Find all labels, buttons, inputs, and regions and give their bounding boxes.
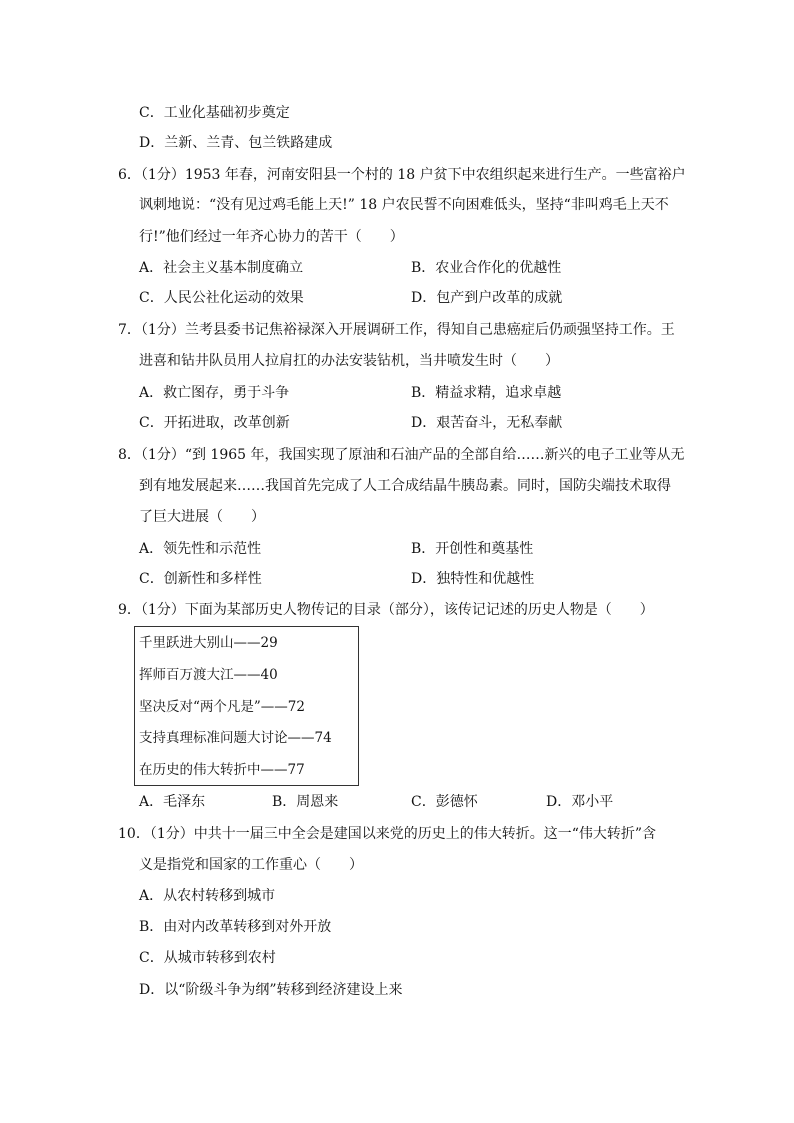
- q7-option-d: [411, 413, 562, 433]
- option-letter: B．: [411, 260, 436, 276]
- toc-entry: 在历史的伟大转折中——77: [139, 762, 305, 778]
- option-text: 农业合作化的优越性: [435, 260, 562, 276]
- q9-option-d: [546, 792, 613, 812]
- question-6-line-2: 讽刺地说：“没有见过鸡毛能上天!” 18 户农民誓不向困难低头，坚持“非叫鸡毛上天不: [139, 197, 669, 213]
- q7-option-b: [411, 383, 561, 403]
- q6-option-a: [139, 258, 303, 278]
- question-7-line-1: 7．（1分）兰考县委书记焦裕禄深入开展调研工作，得知自己患癌症后仍顽强坚持工作。王: [118, 322, 675, 338]
- option-text: 精益求精，追求卓越: [435, 385, 562, 401]
- option-letter: C．: [139, 571, 164, 587]
- option-text: 包产到户改革的成就: [436, 290, 563, 306]
- option-letter: B．: [411, 385, 436, 401]
- q6-option-b: [411, 258, 561, 278]
- q6-option-c: [139, 288, 304, 308]
- option-letter: B．: [139, 919, 164, 935]
- q8-option-a: [139, 539, 261, 559]
- option-text: 从城市转移到农村: [163, 950, 276, 966]
- option-text: 救亡图存，勇于斗争: [163, 385, 290, 401]
- option-text: 开拓进取，改革创新: [163, 415, 290, 431]
- option-letter: B．: [272, 794, 297, 810]
- biography-toc-box: [134, 626, 359, 786]
- option-text: 人民公社化运动的效果: [163, 290, 304, 306]
- option-text: 由对内改革转移到对外开放: [163, 919, 332, 935]
- question-9-line-1: 9．（1分）下面为某部历史人物传记的目录（部分），该传记记述的历史人物是（ ）: [118, 602, 654, 618]
- option-letter: D．: [411, 571, 437, 587]
- option-letter: C．: [411, 794, 436, 810]
- option-d: [139, 133, 332, 153]
- question-8-line-3: 了巨大进展（ ）: [139, 509, 265, 525]
- q10-option-c: [139, 948, 276, 968]
- option-letter: D．: [139, 135, 165, 151]
- q10-option-d: [139, 980, 403, 1000]
- question-10-line-2: 义是指党和国家的工作重心（ ）: [139, 857, 363, 873]
- q7-option-a: [139, 383, 289, 403]
- option-text: 从农村转移到城市: [163, 888, 276, 904]
- q6-option-d: [411, 288, 562, 308]
- option-letter: A．: [139, 888, 164, 904]
- q9-option-c: [411, 792, 478, 812]
- question-6-line-3: 行!”他们经过一年齐心协力的苦干（ ）: [139, 229, 404, 245]
- question-7-line-2: 进喜和钻井队员用人拉肩扛的办法安装钻机，当井喷发生时（ ）: [139, 353, 559, 369]
- q8-option-d: [411, 569, 534, 589]
- option-text: 领先性和示范性: [163, 541, 262, 557]
- option-letter: D．: [139, 982, 165, 998]
- option-letter: C．: [139, 290, 164, 306]
- option-letter: A．: [139, 541, 164, 557]
- toc-entry: 坚决反对“两个凡是”——72: [139, 699, 305, 715]
- option-letter: C．: [139, 950, 164, 966]
- option-letter: C．: [139, 105, 164, 121]
- option-text: 邓小平: [571, 794, 614, 810]
- question-8-line-1: 8．（1分）“到 1965 年，我国实现了原油和石油产品的全部自给……新兴的电子工业等从无: [118, 447, 685, 463]
- toc-entry: 挥师百万渡大江——40: [139, 667, 278, 683]
- option-text: 开创性和奠基性: [435, 541, 534, 557]
- option-text: 创新性和多样性: [163, 571, 262, 587]
- option-letter: B．: [411, 541, 436, 557]
- q9-option-a: [139, 792, 205, 812]
- q10-option-a: [139, 886, 275, 906]
- option-letter: A．: [139, 794, 164, 810]
- q8-option-c: [139, 569, 262, 589]
- option-text: 兰新、兰青、包兰铁路建成: [164, 135, 333, 151]
- option-letter: A．: [139, 260, 164, 276]
- question-6-line-1: 6．（1分）1953 年春，河南安阳县一个村的 18 户贫下中农组织起来进行生产。一些富裕户: [118, 167, 686, 183]
- q8-option-b: [411, 539, 533, 559]
- q10-option-b: [139, 917, 331, 937]
- option-text: 以“阶级斗争为纲”转移到经济建设上来: [164, 982, 403, 998]
- option-text: 工业化基础初步奠定: [163, 105, 290, 121]
- option-letter: D．: [411, 415, 437, 431]
- option-text: 社会主义基本制度确立: [163, 260, 304, 276]
- option-letter: D．: [546, 794, 572, 810]
- option-letter: D．: [411, 290, 437, 306]
- option-letter: C．: [139, 415, 164, 431]
- question-8-line-2: 到有地发展起来……我国首先完成了人工合成结晶牛胰岛素。同时，国防尖端技术取得: [139, 478, 671, 494]
- option-text: 独特性和优越性: [436, 571, 535, 587]
- q7-option-c: [139, 413, 290, 433]
- option-text: 艰苦奋斗，无私奉献: [436, 415, 563, 431]
- toc-entry: 千里跃进大别山——29: [139, 635, 278, 651]
- q9-option-b: [272, 792, 338, 812]
- question-10-line-1: 10．（1分）中共十一届三中全会是建国以来党的历史上的伟大转折。这一“伟大转折”含: [118, 826, 657, 842]
- toc-entry: 支持真理标准问题大讨论——74: [139, 730, 332, 746]
- option-letter: A．: [139, 385, 164, 401]
- option-c: [139, 103, 290, 123]
- option-text: 彭德怀: [435, 794, 478, 810]
- option-text: 毛泽东: [163, 794, 206, 810]
- option-text: 周恩来: [296, 794, 339, 810]
